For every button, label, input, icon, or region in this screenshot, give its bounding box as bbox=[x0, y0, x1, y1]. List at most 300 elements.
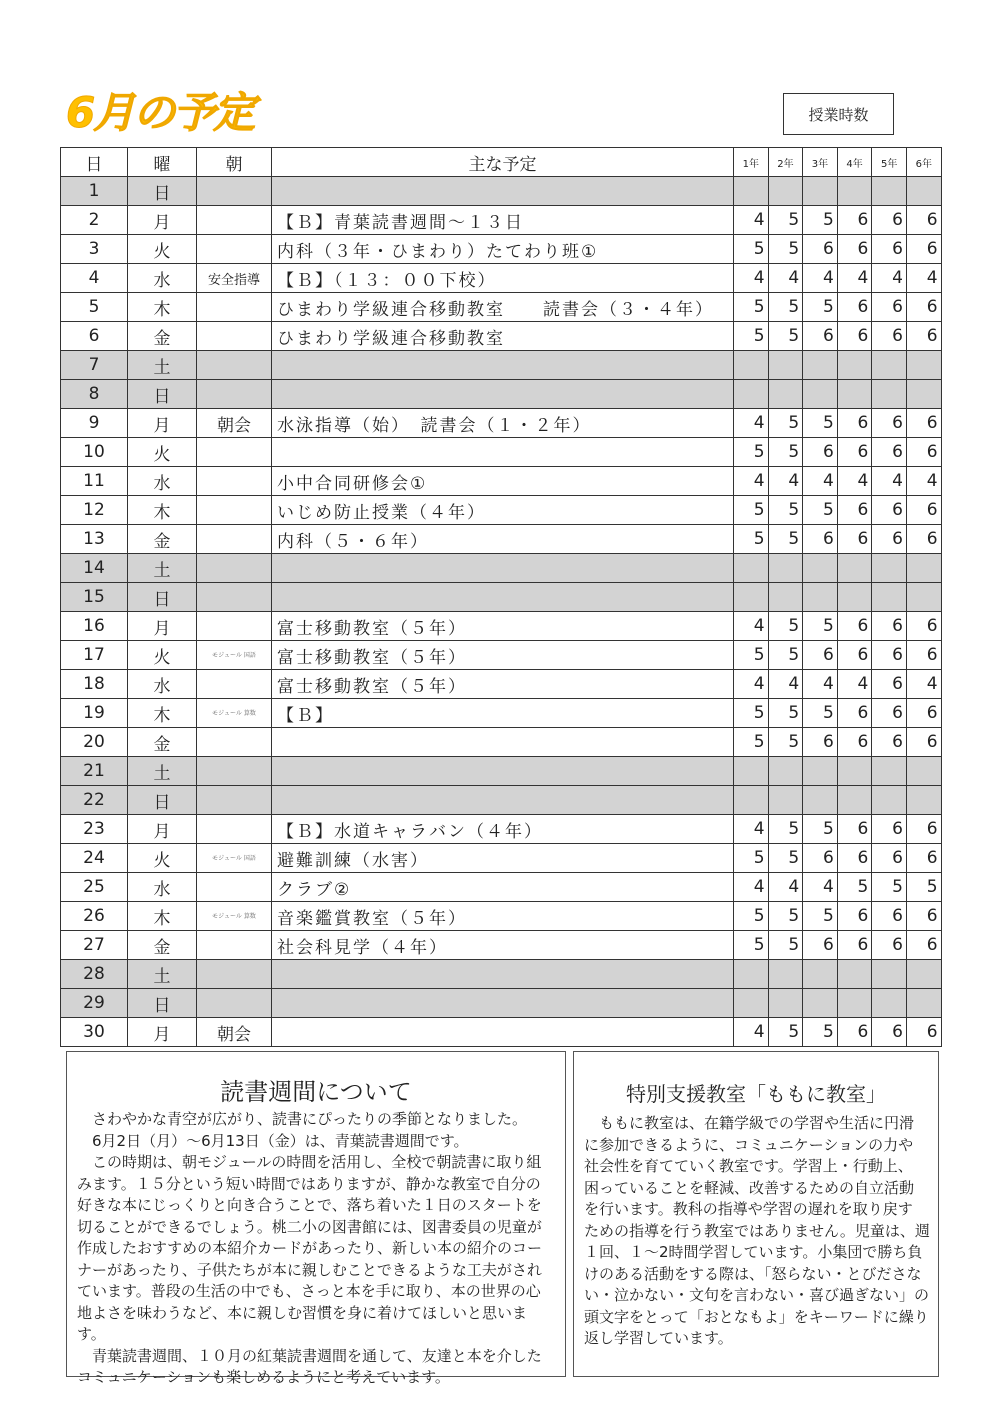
hours-cell bbox=[872, 960, 907, 989]
hours-cell bbox=[837, 757, 872, 786]
morning-cell: モジュール 国語 bbox=[197, 641, 272, 670]
header-grade: 1年 bbox=[734, 148, 769, 177]
hours-cell: 6 bbox=[872, 525, 907, 554]
day-cell: 8 bbox=[61, 380, 128, 409]
morning-cell bbox=[197, 380, 272, 409]
morning-cell: 朝会 bbox=[197, 1018, 272, 1047]
morning-cell: モジュール 算数 bbox=[197, 902, 272, 931]
weekday-cell: 月 bbox=[128, 815, 197, 844]
day-cell: 1 bbox=[61, 177, 128, 206]
event-cell: 富士移動教室（５年） bbox=[272, 641, 734, 670]
weekday-cell: 土 bbox=[128, 757, 197, 786]
hours-cell bbox=[803, 989, 838, 1018]
weekday-cell: 日 bbox=[128, 380, 197, 409]
table-row bbox=[61, 612, 942, 641]
table-row bbox=[61, 583, 942, 612]
hours-cell bbox=[837, 380, 872, 409]
paragraph-line: ももに教室は、在籍学級での学習や生活に円滑 bbox=[584, 1114, 915, 1132]
day-cell: 11 bbox=[61, 467, 128, 496]
hours-cell: 5 bbox=[803, 409, 838, 438]
morning-cell bbox=[197, 931, 272, 960]
weekday-cell: 日 bbox=[128, 583, 197, 612]
event-cell: 富士移動教室（５年） bbox=[272, 670, 734, 699]
momoni-title: 特別支援教室「ももに教室」 bbox=[626, 1082, 886, 1106]
hours-cell: 6 bbox=[906, 641, 941, 670]
hours-cell: 6 bbox=[837, 931, 872, 960]
hours-cell bbox=[837, 960, 872, 989]
hours-cell: 6 bbox=[906, 1018, 941, 1047]
day-cell: 22 bbox=[61, 786, 128, 815]
table-row bbox=[61, 177, 942, 206]
hours-cell bbox=[734, 757, 769, 786]
hours-cell bbox=[768, 757, 803, 786]
weekday-cell: 水 bbox=[128, 670, 197, 699]
hours-cell: 5 bbox=[768, 525, 803, 554]
hours-cell: 6 bbox=[803, 235, 838, 264]
table-row bbox=[61, 264, 942, 293]
day-cell: 9 bbox=[61, 409, 128, 438]
hours-cell: 5 bbox=[734, 699, 769, 728]
event-cell: 【Ｂ】 bbox=[272, 699, 734, 728]
hours-cell: 4 bbox=[734, 409, 769, 438]
hours-cell bbox=[734, 989, 769, 1018]
hours-cell: 4 bbox=[734, 873, 769, 902]
reading-week-title: 読書週間について bbox=[220, 1078, 412, 1106]
hours-cell bbox=[837, 989, 872, 1018]
weekday-cell: 火 bbox=[128, 438, 197, 467]
hours-cell bbox=[768, 583, 803, 612]
day-cell: 26 bbox=[61, 902, 128, 931]
header-grade: 4年 bbox=[837, 148, 872, 177]
hours-cell: 6 bbox=[803, 844, 838, 873]
hours-cell: 5 bbox=[768, 641, 803, 670]
paragraph-line: ナーがあったり、子供たちが本に親しむことできるような工夫がされ bbox=[77, 1260, 542, 1279]
morning-cell: 安全指導 bbox=[197, 264, 272, 293]
paragraph-line: さわやかな青空が広がり、読書にぴったりの季節となりました。 bbox=[77, 1110, 528, 1128]
paragraph-line: 地よさを味わうなど、本に親しむ習慣を身に着けてほしいと思いま bbox=[77, 1303, 528, 1322]
hours-cell: 5 bbox=[768, 409, 803, 438]
hours-cell: 5 bbox=[768, 293, 803, 322]
header-morning: 朝 bbox=[197, 148, 272, 177]
hours-cell: 5 bbox=[768, 612, 803, 641]
hours-cell bbox=[906, 351, 941, 380]
hours-cell: 5 bbox=[803, 496, 838, 525]
paragraph-line: 6月2日（月）～6月13日（金）は、青葉読書週間です。 bbox=[77, 1131, 469, 1150]
weekday-cell: 金 bbox=[128, 728, 197, 757]
hours-cell: 5 bbox=[803, 612, 838, 641]
hours-cell: 4 bbox=[734, 612, 769, 641]
day-cell: 29 bbox=[61, 989, 128, 1018]
hours-cell: 6 bbox=[906, 206, 941, 235]
hours-cell: 4 bbox=[768, 467, 803, 496]
hours-cell: 6 bbox=[906, 815, 941, 844]
day-cell: 10 bbox=[61, 438, 128, 467]
hours-cell: 6 bbox=[837, 206, 872, 235]
hours-cell bbox=[837, 351, 872, 380]
paragraph-line: 青葉読書週間、１０月の紅葉読書週間を通して、友達と本を介した bbox=[77, 1346, 542, 1365]
morning-cell bbox=[197, 757, 272, 786]
table-row bbox=[61, 757, 942, 786]
hours-cell bbox=[906, 380, 941, 409]
morning-cell: 朝会 bbox=[197, 409, 272, 438]
event-cell bbox=[272, 554, 734, 583]
event-cell: 富士移動教室（５年） bbox=[272, 612, 734, 641]
weekday-cell: 金 bbox=[128, 322, 197, 351]
day-cell: 23 bbox=[61, 815, 128, 844]
event-cell bbox=[272, 989, 734, 1018]
table-row bbox=[61, 525, 942, 554]
day-cell: 3 bbox=[61, 235, 128, 264]
hours-cell bbox=[768, 989, 803, 1018]
hours-cell: 6 bbox=[872, 902, 907, 931]
hours-cell: 6 bbox=[872, 1018, 907, 1047]
paragraph-line: 返し学習しています。 bbox=[584, 1329, 733, 1347]
hours-cell bbox=[906, 989, 941, 1018]
hours-cell: 6 bbox=[872, 612, 907, 641]
day-cell: 18 bbox=[61, 670, 128, 699]
schedule-table bbox=[60, 147, 942, 1047]
event-cell: クラブ② bbox=[272, 873, 734, 902]
hours-cell: 4 bbox=[906, 467, 941, 496]
day-cell: 2 bbox=[61, 206, 128, 235]
event-cell bbox=[272, 438, 734, 467]
hours-cell: 5 bbox=[768, 844, 803, 873]
morning-cell bbox=[197, 467, 272, 496]
hours-cell bbox=[734, 786, 769, 815]
hours-cell: 4 bbox=[803, 264, 838, 293]
morning-cell: モジュール 算数 bbox=[197, 699, 272, 728]
table-row bbox=[61, 902, 942, 931]
event-cell: 内科（３年・ひまわり）たてわり班① bbox=[272, 235, 734, 264]
weekday-cell: 水 bbox=[128, 873, 197, 902]
morning-cell bbox=[197, 293, 272, 322]
hours-cell: 6 bbox=[872, 931, 907, 960]
hours-cell: 6 bbox=[837, 728, 872, 757]
hours-cell bbox=[906, 177, 941, 206]
event-cell bbox=[272, 1018, 734, 1047]
hours-cell: 4 bbox=[734, 264, 769, 293]
day-cell: 24 bbox=[61, 844, 128, 873]
hours-cell: 5 bbox=[768, 206, 803, 235]
event-cell: 【Ｂ】青葉読書週間～１３日 bbox=[272, 206, 734, 235]
day-cell: 28 bbox=[61, 960, 128, 989]
hours-cell: 5 bbox=[768, 815, 803, 844]
hours-cell: 5 bbox=[906, 873, 941, 902]
hours-cell: 5 bbox=[803, 815, 838, 844]
hours-cell: 6 bbox=[906, 728, 941, 757]
hours-cell: 5 bbox=[734, 235, 769, 264]
hours-cell bbox=[906, 960, 941, 989]
momoni-classroom-notice bbox=[573, 1051, 939, 1377]
hours-cell bbox=[734, 554, 769, 583]
table-row bbox=[61, 728, 942, 757]
hours-cell bbox=[872, 554, 907, 583]
morning-cell bbox=[197, 438, 272, 467]
hours-cell bbox=[803, 786, 838, 815]
paragraph-line: 切ることができるでしょう。桃二小の図書館には、図書委員の児童が bbox=[77, 1217, 542, 1236]
table-row bbox=[61, 496, 942, 525]
paragraph-line: 困っていることを軽減、改善するための自立活動 bbox=[584, 1178, 915, 1197]
weekday-cell: 日 bbox=[128, 989, 197, 1018]
hours-cell: 6 bbox=[872, 438, 907, 467]
hours-cell bbox=[872, 757, 907, 786]
weekday-cell: 金 bbox=[128, 525, 197, 554]
hours-cell: 6 bbox=[906, 322, 941, 351]
table-row bbox=[61, 322, 942, 351]
morning-cell bbox=[197, 960, 272, 989]
table-row bbox=[61, 815, 942, 844]
table-row bbox=[61, 380, 942, 409]
hours-cell bbox=[768, 380, 803, 409]
weekday-cell: 日 bbox=[128, 786, 197, 815]
hours-cell bbox=[803, 351, 838, 380]
day-cell: 17 bbox=[61, 641, 128, 670]
table-row bbox=[61, 351, 942, 380]
paragraph-line: コミュニケーションも楽しめるようにと考えています。 bbox=[77, 1368, 450, 1386]
hours-cell: 5 bbox=[768, 496, 803, 525]
weekday-cell: 日 bbox=[128, 177, 197, 206]
event-cell: 音楽鑑賞教室（５年） bbox=[272, 902, 734, 931]
hours-cell: 6 bbox=[803, 931, 838, 960]
day-cell: 12 bbox=[61, 496, 128, 525]
hours-cell bbox=[768, 351, 803, 380]
hours-cell: 5 bbox=[768, 438, 803, 467]
hours-cell bbox=[768, 554, 803, 583]
event-cell bbox=[272, 728, 734, 757]
day-cell: 25 bbox=[61, 873, 128, 902]
hours-cell: 4 bbox=[734, 1018, 769, 1047]
event-cell bbox=[272, 960, 734, 989]
hours-cell: 6 bbox=[906, 931, 941, 960]
weekday-cell: 月 bbox=[128, 612, 197, 641]
hours-cell: 4 bbox=[768, 873, 803, 902]
weekday-cell: 火 bbox=[128, 641, 197, 670]
weekday-cell: 土 bbox=[128, 554, 197, 583]
hours-cell: 6 bbox=[837, 641, 872, 670]
morning-cell bbox=[197, 612, 272, 641]
hours-cell: 6 bbox=[872, 815, 907, 844]
hours-cell bbox=[906, 554, 941, 583]
hours-cell bbox=[837, 554, 872, 583]
weekday-cell: 月 bbox=[128, 206, 197, 235]
day-cell: 14 bbox=[61, 554, 128, 583]
weekday-cell: 水 bbox=[128, 467, 197, 496]
paragraph-line: に参加できるように、コミュニケーションの力や bbox=[584, 1135, 914, 1154]
hours-cell: 6 bbox=[872, 322, 907, 351]
reading-week-notice bbox=[66, 1051, 566, 1386]
table-row bbox=[61, 989, 942, 1018]
hours-cell: 6 bbox=[837, 844, 872, 873]
day-cell: 7 bbox=[61, 351, 128, 380]
hours-cell: 4 bbox=[872, 264, 907, 293]
table-row bbox=[61, 438, 942, 467]
paragraph-line: みます。１５分という短い時間ではありますが、静かな教室で自分の bbox=[77, 1174, 541, 1193]
paragraph-line: を行います。教科の指導や学習の遅れを取り戻す bbox=[584, 1200, 913, 1218]
hours-cell: 6 bbox=[872, 728, 907, 757]
hours-cell: 5 bbox=[734, 525, 769, 554]
hours-cell: 4 bbox=[803, 467, 838, 496]
hours-cell: 5 bbox=[768, 728, 803, 757]
header-grade: 3年 bbox=[803, 148, 838, 177]
hours-cell: 5 bbox=[803, 699, 838, 728]
hours-cell: 6 bbox=[872, 699, 907, 728]
hours-cell: 6 bbox=[837, 1018, 872, 1047]
hours-cell: 6 bbox=[837, 293, 872, 322]
day-cell: 5 bbox=[61, 293, 128, 322]
hours-cell: 5 bbox=[734, 293, 769, 322]
hours-cell: 6 bbox=[906, 902, 941, 931]
hours-cell: 5 bbox=[803, 293, 838, 322]
day-cell: 4 bbox=[61, 264, 128, 293]
weekday-cell: 木 bbox=[128, 699, 197, 728]
weekday-cell: 月 bbox=[128, 1018, 197, 1047]
paragraph-line: い・泣かない・文句を言わない・喜び過ぎない」の bbox=[584, 1286, 930, 1304]
hours-cell: 6 bbox=[803, 525, 838, 554]
hours-cell bbox=[734, 351, 769, 380]
hours-cell: 6 bbox=[906, 699, 941, 728]
hours-cell: 6 bbox=[837, 322, 872, 351]
hours-cell: 5 bbox=[768, 902, 803, 931]
hours-cell: 6 bbox=[837, 496, 872, 525]
hours-cell bbox=[803, 177, 838, 206]
table-row bbox=[61, 844, 942, 873]
morning-cell bbox=[197, 873, 272, 902]
hours-cell: 6 bbox=[837, 525, 872, 554]
hours-cell: 5 bbox=[734, 496, 769, 525]
hours-cell: 6 bbox=[803, 438, 838, 467]
hours-cell: 4 bbox=[906, 670, 941, 699]
day-cell: 27 bbox=[61, 931, 128, 960]
weekday-cell: 金 bbox=[128, 931, 197, 960]
hours-cell: 4 bbox=[906, 264, 941, 293]
weekday-cell: 火 bbox=[128, 235, 197, 264]
paragraph-line: 頭文字をとって「おとなもよ」をキーワードに繰り bbox=[584, 1307, 929, 1326]
event-cell: 【Ｂ】（１３：００下校） bbox=[272, 264, 734, 293]
hours-cell: 4 bbox=[803, 873, 838, 902]
table-header bbox=[61, 148, 942, 177]
event-cell: 社会科見学（４年） bbox=[272, 931, 734, 960]
hours-cell: 4 bbox=[837, 264, 872, 293]
table-row bbox=[61, 293, 942, 322]
morning-cell bbox=[197, 525, 272, 554]
hours-cell: 6 bbox=[872, 844, 907, 873]
table-row bbox=[61, 699, 942, 728]
hours-cell: 5 bbox=[768, 235, 803, 264]
hours-cell: 5 bbox=[803, 902, 838, 931]
header-events: 主な予定 bbox=[272, 148, 734, 177]
hours-cell bbox=[768, 960, 803, 989]
event-cell: ひまわり学級連合移動教室 読書会（３・４年） bbox=[272, 293, 734, 322]
hours-cell: 5 bbox=[837, 873, 872, 902]
table-row bbox=[61, 873, 942, 902]
paragraph-line: 社会性を育てていく教室です。学習上・行動上、 bbox=[584, 1157, 913, 1175]
weekday-cell: 月 bbox=[128, 409, 197, 438]
hours-cell: 6 bbox=[872, 235, 907, 264]
hours-cell: 6 bbox=[906, 235, 941, 264]
header-grade: 6年 bbox=[906, 148, 941, 177]
hours-cell: 6 bbox=[837, 612, 872, 641]
hours-cell bbox=[803, 757, 838, 786]
paragraph-line: 好きな本にじっくりと向き合うことで、落ち着いた１日のスタートを bbox=[77, 1196, 542, 1214]
weekday-cell: 木 bbox=[128, 293, 197, 322]
hours-cell: 6 bbox=[906, 525, 941, 554]
hours-cell: 5 bbox=[734, 438, 769, 467]
morning-cell bbox=[197, 989, 272, 1018]
paragraph-line: １回、１～2時間学習しています。小集団で勝ち負 bbox=[584, 1243, 923, 1261]
paragraph-line: す。 bbox=[77, 1325, 106, 1343]
table-row bbox=[61, 409, 942, 438]
morning-cell bbox=[197, 728, 272, 757]
hours-cell: 6 bbox=[837, 409, 872, 438]
table-row bbox=[61, 931, 942, 960]
hours-cell: 6 bbox=[872, 641, 907, 670]
morning-cell bbox=[197, 786, 272, 815]
event-cell bbox=[272, 786, 734, 815]
event-cell: 内科（５・６年） bbox=[272, 525, 734, 554]
weekday-cell: 火 bbox=[128, 844, 197, 873]
paragraph-line: けのある活動をする際は、「怒らない・とびださな bbox=[584, 1264, 922, 1283]
hours-cell: 4 bbox=[803, 670, 838, 699]
hours-cell bbox=[906, 786, 941, 815]
hours-cell: 5 bbox=[768, 931, 803, 960]
hours-cell: 6 bbox=[837, 902, 872, 931]
event-cell: いじめ防止授業（４年） bbox=[272, 496, 734, 525]
hours-cell bbox=[768, 786, 803, 815]
day-cell: 16 bbox=[61, 612, 128, 641]
hours-cell: 5 bbox=[734, 902, 769, 931]
event-cell bbox=[272, 351, 734, 380]
table-row bbox=[61, 554, 942, 583]
paragraph-line: ための指導を行う教室ではありません。児童は、週 bbox=[584, 1221, 930, 1240]
hours-cell: 6 bbox=[837, 438, 872, 467]
hours-cell: 6 bbox=[872, 496, 907, 525]
event-cell bbox=[272, 757, 734, 786]
hours-cell bbox=[734, 380, 769, 409]
table-row bbox=[61, 641, 942, 670]
hours-cell bbox=[803, 380, 838, 409]
hours-cell bbox=[872, 583, 907, 612]
hours-cell: 6 bbox=[906, 293, 941, 322]
hours-cell: 6 bbox=[906, 409, 941, 438]
day-cell: 6 bbox=[61, 322, 128, 351]
hours-cell: 4 bbox=[837, 467, 872, 496]
hours-cell bbox=[872, 177, 907, 206]
hours-cell: 6 bbox=[906, 844, 941, 873]
hours-cell: 5 bbox=[734, 322, 769, 351]
day-cell: 15 bbox=[61, 583, 128, 612]
hours-cell: 5 bbox=[734, 844, 769, 873]
hours-cell bbox=[872, 989, 907, 1018]
event-cell: 避難訓練（水害） bbox=[272, 844, 734, 873]
morning-cell bbox=[197, 815, 272, 844]
morning-cell bbox=[197, 351, 272, 380]
hours-cell bbox=[872, 351, 907, 380]
hours-cell: 5 bbox=[734, 641, 769, 670]
day-cell: 21 bbox=[61, 757, 128, 786]
paragraph-line: ています。普段の生活の中でも、さっと本を手に取り、本の世界の心 bbox=[77, 1282, 541, 1300]
hours-cell: 6 bbox=[872, 293, 907, 322]
hours-cell: 5 bbox=[734, 728, 769, 757]
event-cell bbox=[272, 583, 734, 612]
day-cell: 19 bbox=[61, 699, 128, 728]
class-hours-label: 授業時数 bbox=[783, 93, 894, 135]
day-cell: 20 bbox=[61, 728, 128, 757]
hours-cell: 4 bbox=[734, 467, 769, 496]
weekday-cell: 土 bbox=[128, 351, 197, 380]
table-row bbox=[61, 786, 942, 815]
table-row bbox=[61, 670, 942, 699]
hours-cell: 6 bbox=[906, 612, 941, 641]
